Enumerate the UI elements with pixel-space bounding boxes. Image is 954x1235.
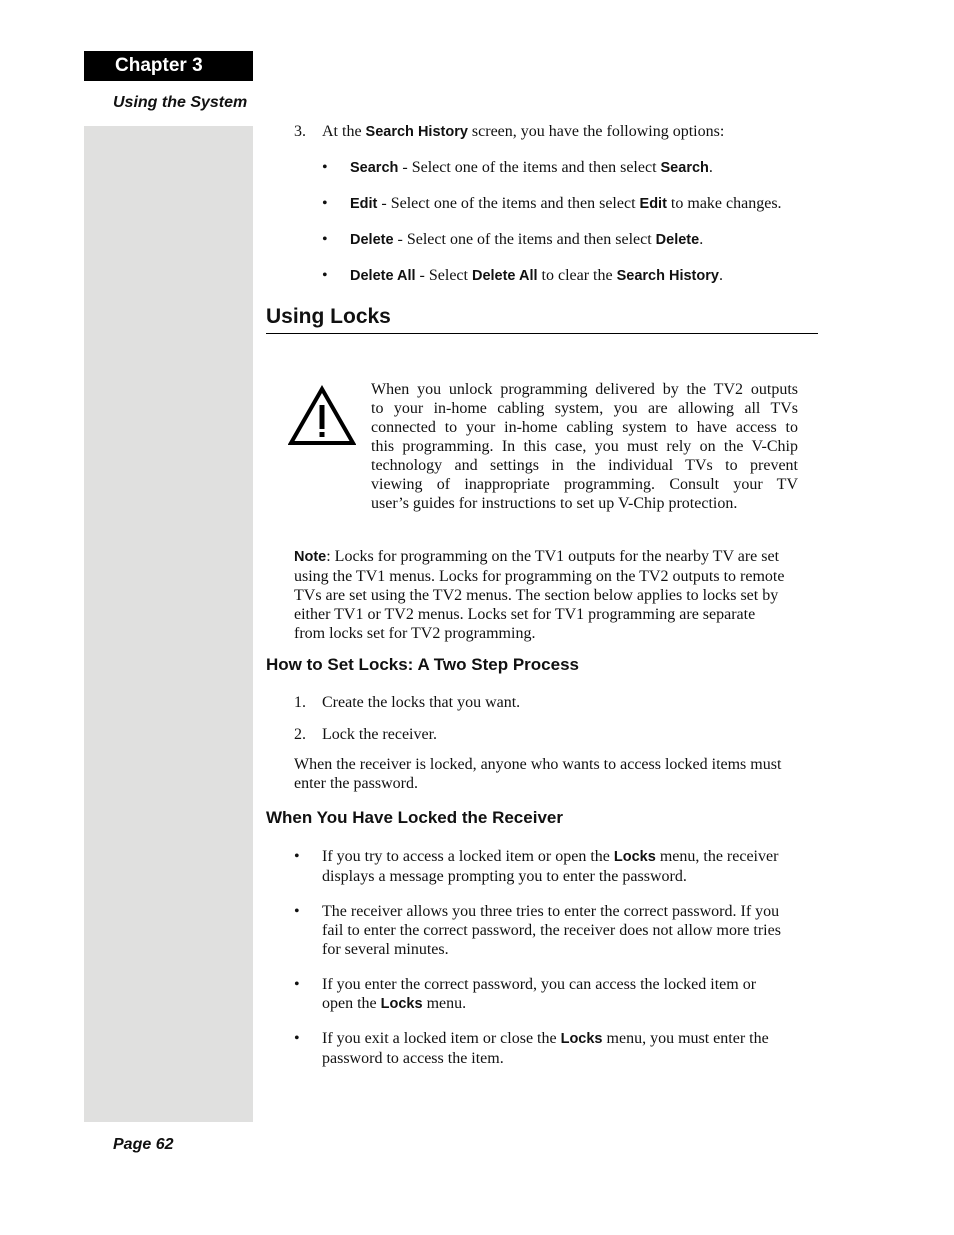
step-1-text: Create the locks that you want.: [322, 694, 521, 711]
warning-line: this programming. In this case, you must rely on the V-Chip: [371, 438, 798, 455]
note-paragraph: Note: Locks for programming on the TV1 outputs for the nearby TV are set using the TV1 menus. Locks for programming on the TV2 outputs to remote TVs are set using the TV2 menus. The section below applies to locks set by either TV1 or TV2 menus. Locks set for TV1 programming are separate from locks set for TV2 programming.: [294, 548, 785, 642]
page-number: Page 62: [113, 1136, 174, 1153]
warning-triangle-icon: [288, 385, 356, 447]
warning-line: technology and settings in the individual TVs to prevent: [371, 457, 798, 474]
sidebar-panel: [84, 126, 253, 1122]
section-title: Using the System: [113, 94, 248, 111]
locked-bullet-3: If you enter the correct password, you can access the locked item or open the Locks menu.: [322, 976, 757, 1012]
option-edit: Edit - Select one of the items and then select Edit to make changes.: [350, 195, 782, 212]
bullet: •: [322, 231, 328, 248]
locked-bullet-2: The receiver allows you three tries to enter the correct password. If you fail to enter the correct password, the receiver does not allow more tries for several minutes.: [322, 903, 781, 958]
bullet: •: [294, 1030, 300, 1047]
option-search: Search - Select one of the items and then select Search.: [350, 159, 713, 176]
subheading-locked-receiver: When You Have Locked the Receiver: [266, 808, 563, 827]
bullet: •: [294, 976, 300, 993]
heading-rule: [266, 333, 818, 334]
warning-line: When you unlock programming delivered by the TV2 outputs: [371, 381, 798, 398]
step-number: 2.: [294, 726, 306, 743]
warning-text: [371, 380, 798, 513]
subheading-two-step: How to Set Locks: A Two Step Process: [266, 655, 579, 674]
locked-bullet-1: If you try to access a locked item or open the Locks menu, the receiver displays a message prompting you to enter the password.: [322, 848, 779, 885]
note-label: Note: [294, 549, 327, 565]
locked-bullet-4: If you exit a locked item or close the Locks menu, you must enter the password to access the item.: [322, 1030, 769, 1067]
warning-line: user’s guides for instructions to set up V-Chip protection.: [371, 495, 738, 512]
bullet: •: [294, 848, 300, 865]
option-delete-all: Delete All - Select Delete All to clear the Search History.: [350, 267, 723, 284]
option-delete: Delete - Select one of the items and then select Delete.: [350, 231, 704, 248]
step-3-text: At the Search History screen, you have the following options:: [322, 123, 725, 140]
warning-line: connected to your in-home cabling system to have access to: [371, 419, 798, 436]
locked-password-paragraph: When the receiver is locked, anyone who wants to access locked items must enter the password.: [294, 756, 782, 792]
step-number: 1.: [294, 694, 306, 711]
section-heading-using-locks: Using Locks: [266, 305, 391, 328]
bullet: •: [322, 159, 328, 176]
step-2-text: Lock the receiver.: [322, 726, 438, 743]
chapter-label: Chapter 3: [84, 51, 253, 81]
step-number: 3.: [294, 123, 306, 140]
bullet: •: [322, 267, 328, 284]
warning-line: to your in-home cabling system, you are allowing all TVs: [371, 400, 798, 417]
bullet: •: [294, 903, 300, 920]
bullet: •: [322, 195, 328, 212]
warning-line: viewing of inappropriate programming. Consult your TV: [371, 476, 798, 493]
